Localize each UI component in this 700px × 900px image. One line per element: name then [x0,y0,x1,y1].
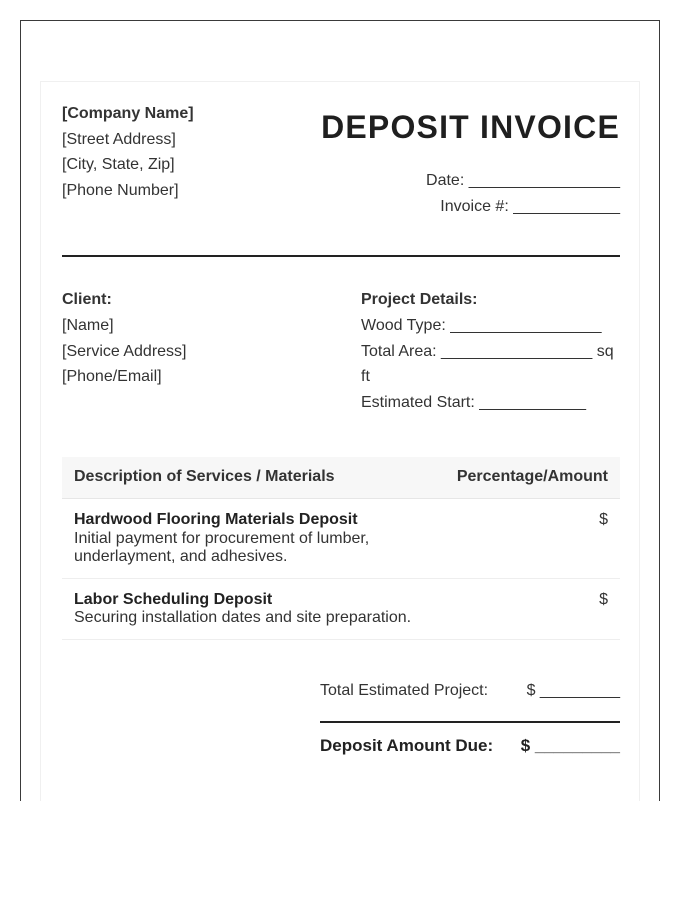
row-amount: $ [599,591,608,608]
header-divider [62,255,620,257]
company-phone: [Phone Number] [62,182,179,199]
row-description: Securing installation dates and site preparation. [74,609,412,626]
client-name: [Name] [62,317,114,334]
column-header-amount: Percentage/Amount [456,468,608,485]
estimated-total-label: Total Estimated Project: [320,682,489,699]
column-header-description: Description of Services / Materials [74,468,335,485]
invoice-number-field: Invoice #: ____________ [440,198,620,215]
date-field: Date: _________________ [426,172,620,189]
table-row [62,499,620,579]
totals-divider [320,721,620,723]
invoice-title: DEPOSIT INVOICE [321,109,620,145]
client-address: [Service Address] [62,343,187,360]
row-amount: $ [599,511,608,528]
client-contact: [Phone/Email] [62,368,162,385]
company-city: [City, State, Zip] [62,156,175,173]
total-area-field: Total Area: _________________ sq [361,343,614,360]
deposit-due-label: Deposit Amount Due: [320,736,494,755]
row-description: Initial payment for procurement of lumber, underlayment, and adhesives. [74,530,370,565]
company-street: [Street Address] [62,131,176,148]
client-heading: Client: [62,291,112,308]
deposit-due-value: $ _________ [520,736,620,755]
project-heading: Project Details: [361,291,478,308]
services-table-header [62,457,620,499]
company-name: [Company Name] [62,105,194,122]
row-title: Hardwood Flooring Materials Deposit [74,511,358,528]
estimated-start-field: Estimated Start: ____________ [361,394,587,411]
table-row [62,579,620,640]
row-title: Labor Scheduling Deposit [74,591,273,608]
wood-type-field: Wood Type: _________________ [361,317,602,334]
estimated-total-value: $ _________ [526,682,620,699]
total-area-unit: ft [361,368,370,385]
